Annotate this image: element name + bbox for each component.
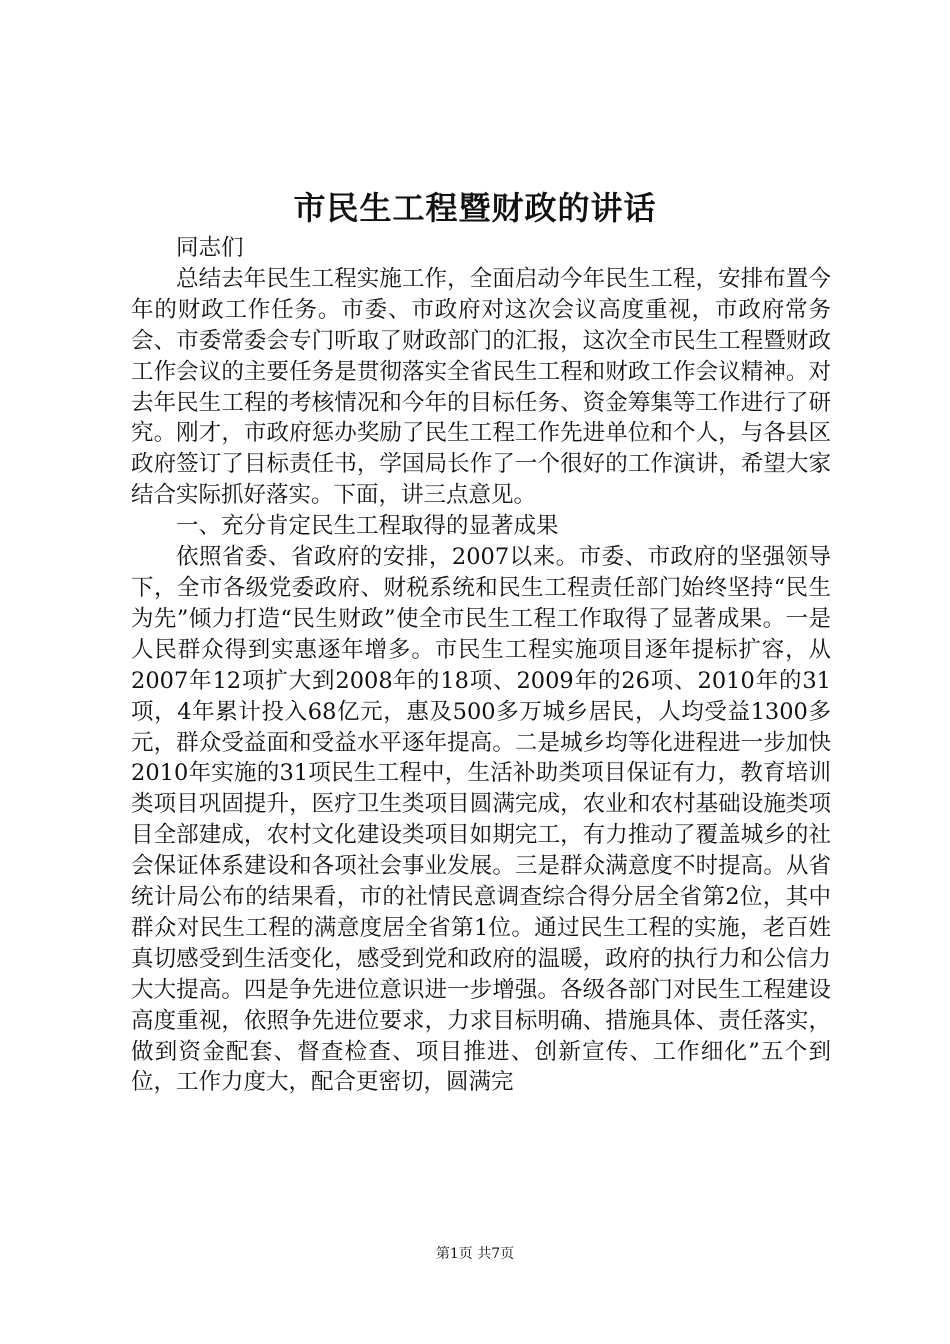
paragraph-intro: 总结去年民生工程实施工作，全面启动今年民生工程，安排布置今年的财政工作任务。市委、市政府对这次会议高度重视，市政府常务会、市委常委会专门听取了财政部门的汇报，这次全市民生工程暨财政工作会议的主要任务是贯彻落实全省民生工程和财政工作会议精神。对去年民生工程的考核情况和今年的目标任务、资金筹集等工作进行了研究。刚才，市政府惩办奖励了民生工程工作先进单位和个人，与各县区政府签订了目标责任书，学国局长作了一个很好的工作演讲，希望大家结合实际抓好落实。下面，讲三点意见。 <box>131 265 831 509</box>
section-heading-1: 一、充分肯定民生工程取得的显著成果 <box>176 513 559 540</box>
document-title: 市民生工程暨财政的讲话 <box>293 189 657 227</box>
document-body <box>131 233 831 1098</box>
paragraph-achievements: 依照省委、省政府的安排，2007以来。市委、市政府的坚强领导下，全市各级党委政府、财税系统和民生工程责任部门始终坚持“民生为先”倾力打造“民生财政”使全市民生工程工作取得了显著成果。一是人民群众得到实惠逐年增多。市民生工程实施项目逐年提标扩容，从2007年12项扩大到2008年的18项、2009年的26项、2010年的31项，4年累计投入68亿元，惠及500多万城乡居民，人均受益1300多元，群众受益面和受益水平逐年提高。二是城乡均等化进程进一步加快2010年实施的31项民生工程中，生活补助类项目保证有力，教育培训类项目巩固提升，医疗卫生类项目圆满完成，农业和农村基础设施类项目全部建成，农村文化建设类项目如期完工，有力推动了覆盖城乡的社会保证体系建设和各项社会事业发展。三是群众满意度不时提高。从省统计局公布的结果看，市的社情民意调查综合得分居全省第2位，其中群众对民生工程的满意度居全省第1位。通过民生工程的实施，老百姓真切感受到生活变化，感受到党和政府的温暖，政府的执行力和公信力大大提高。四是争先进位意识进一步增强。各级各部门对民生工程建设高度重视，依照争先进位要求，力求目标明确、措施具体、责任落实，做到资金配套、督查检查、项目推进、创新宣传、工作细化”五个到位，工作力度大，配合更密切，圆满完 <box>131 544 831 1096</box>
page-footer: 第1页 共7页 <box>435 1246 515 1262</box>
salutation: 同志们 <box>176 235 244 261</box>
